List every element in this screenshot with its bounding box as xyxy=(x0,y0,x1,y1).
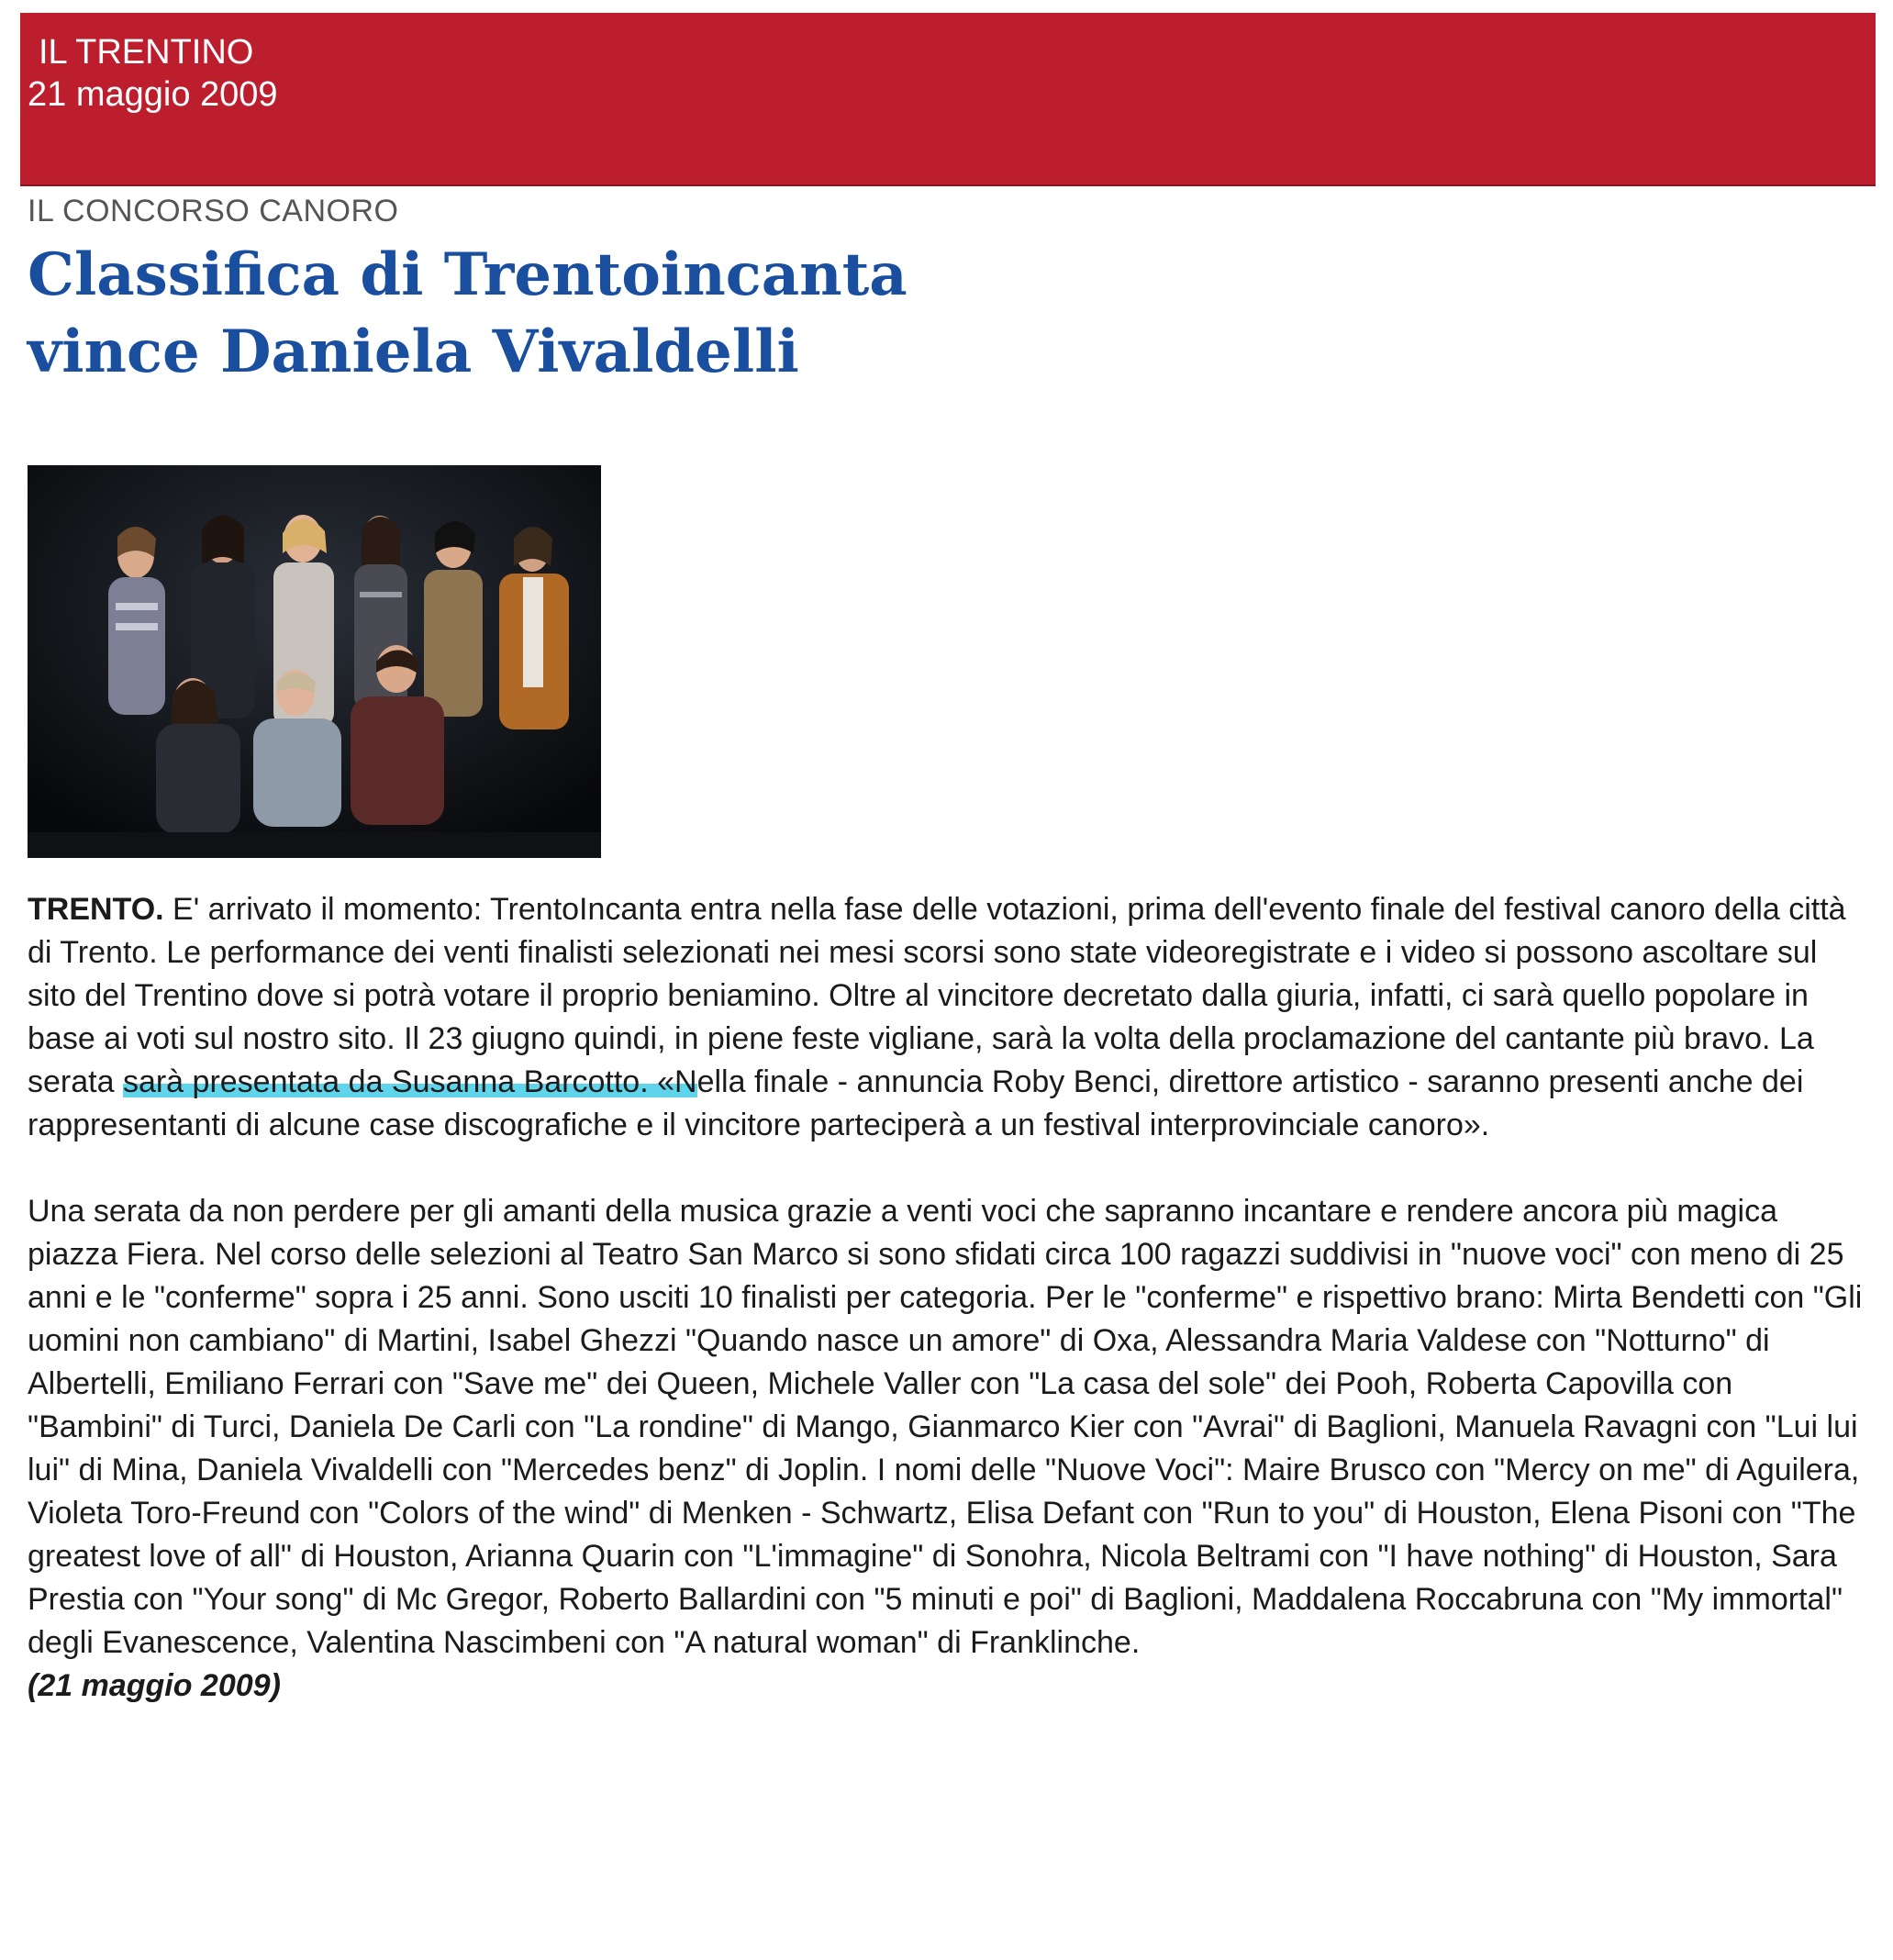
masthead-date: 21 maggio 2009 xyxy=(28,75,278,114)
headline-line-2: vince Daniela Vivaldelli xyxy=(28,317,799,386)
group-photo-icon xyxy=(28,465,601,858)
paragraph-1 xyxy=(28,888,1872,1147)
article-kicker: IL CONCORSO CANORO xyxy=(28,194,399,228)
newspaper-name: IL TRENTINO xyxy=(39,33,254,72)
dateline: TRENTO. xyxy=(28,892,164,927)
article-headline xyxy=(28,237,908,391)
group-photo xyxy=(28,465,601,858)
article-body xyxy=(28,888,1872,1708)
highlighted-text: sarà presentata da Susanna Barcotto. «N xyxy=(122,1064,697,1099)
paragraph-2: Una serata da non perdere per gli amanti della musica grazie a venti voci che sapranno incantare e rendere ancora più magica piazza Fiera. Nel corso delle selezioni al Teatro San Marco si sono sfidati circa 100 ragazzi suddivisi in "nuove voci" con meno di 25 anni e le "conferme" sopra i 25 anni. Sono usciti 10 finalisti per categoria. Per le "conferme" e rispettivo brano: Mirta Bendetti con "Gli uomini non cambiano" di Martini, Isabel Ghezzi "Quando nasce un amore" di Oxa, Alessandra Maria Valdese con "Notturno" di Albertelli, Emiliano Ferrari con "Save me" dei Queen, Michele Valler con "La casa del sole" dei Pooh, Roberta Capovilla con "Bambini" di Turci, Daniela De Carli con "La rondine" di Mango, Gianmarco Kier con "Avrai" di Baglioni, Manuela Ravagni con "Lui lui lui" di Mina, Daniela Vivaldelli con "Mercedes benz" di Joplin. I nomi delle "Nuove Voci": Maire Brusco con "Mercy on me" di Aguilera, Violeta Toro-Freund con "Colors of the wind" di Menken - Schwartz, Elisa Defant con "Run to you" di Houston, Elena Pisoni con "The greatest love of all" di Houston, Arianna Quarin con "L'immagine" di Sonohra, Nicola Beltrami con "I have nothing" di Houston, Sara Prestia con "Your song" di Mc Gregor, Roberto Ballardini con "5 minuti e poi" di Baglioni, Maddalena Roccabruna con "My immortal" degli Evanescence, Valentina Nascimbeni con "A natural woman" di Franklinche. xyxy=(28,1194,1863,1660)
paragraph-1-start: E' arrivato il momento: TrentoIncanta entra nella fase delle votazioni, prima dell'evento finale del festival canoro della città di Trento. Le performance dei venti finalisti selezionati nei mesi scorsi sono state videoregistrate e i video si possono ascoltare sul sito del Trentino dove si potrà votare il proprio beniamino. Oltre al vincitore decretato dalla giuria, infatti, ci sarà quello popolare in base ai voti sul nostro sito. Il 23 giugno quindi, in piene feste vigliane, sarà la volta della proclamazione del cantante più bravo. La serata xyxy=(28,892,1846,1099)
headline-line-1: Classifica di Trentoincanta xyxy=(28,240,908,309)
newspaper-masthead xyxy=(20,13,1876,186)
paragraph-1-end: ella finale - annuncia Roby Benci, direttore artistico - saranno presenti anche dei rappresentanti di alcune case discografiche e il vincitore parteciperà a un festival interprovinciale canoro». xyxy=(28,1064,1804,1142)
footer-date: (21 maggio 2009) xyxy=(28,1668,281,1703)
